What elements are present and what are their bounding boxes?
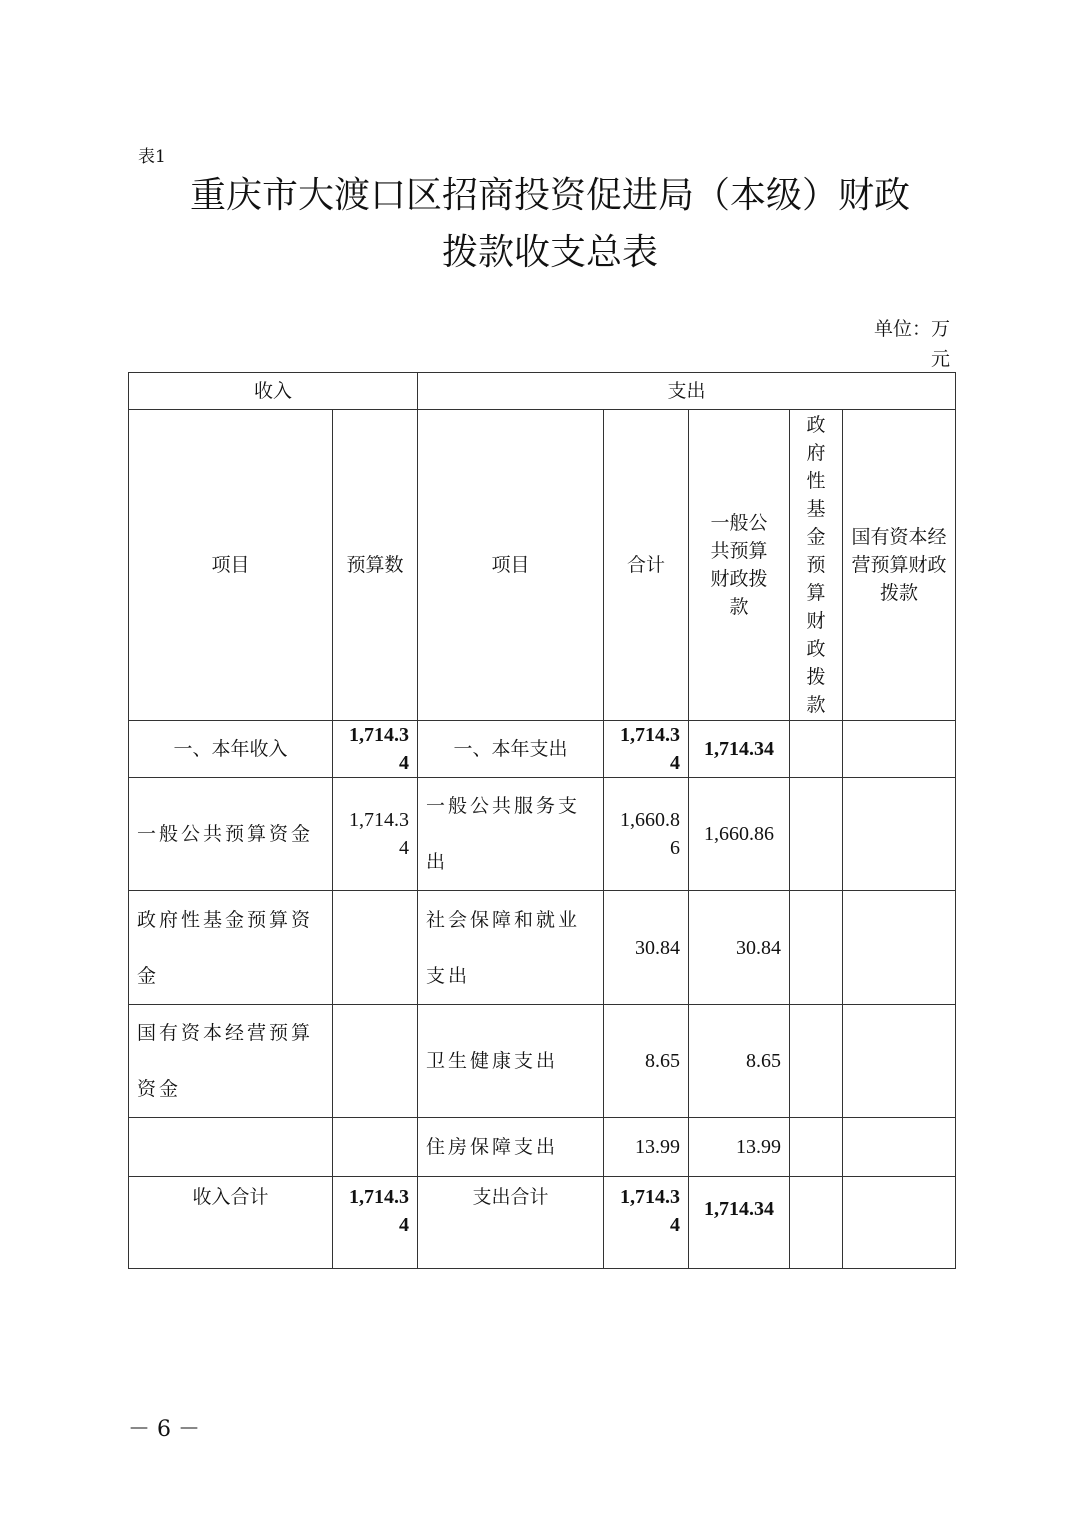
expense-item: 卫生健康支出 [418,1005,604,1118]
total-value: 30.84 [604,891,689,1005]
fund-value [790,721,843,778]
state-value [843,778,956,891]
col-fund: 政府性基金预算财政拨款 [790,410,843,721]
income-value: 1,714.34 [333,721,418,778]
table-row [129,721,956,778]
col-general: 一般公共预算财政拨款 [689,410,790,721]
table-row [129,1005,956,1118]
state-value [843,1177,956,1269]
income-item: 收入合计 [129,1177,333,1269]
income-item: 一般公共预算资金 [129,778,333,891]
unit-note: 单位：万元 [873,318,950,370]
fund-value [790,1177,843,1269]
total-value: 1,714.34 [604,1177,689,1269]
general-value: 13.99 [689,1118,790,1177]
expense-item: 住房保障支出 [418,1118,604,1177]
income-item: 一、本年收入 [129,721,333,778]
fund-value [790,1118,843,1177]
col-budget: 预算数 [333,410,418,721]
expense-header: 支出 [418,373,956,410]
income-item: 政府性基金预算资金 [129,891,333,1005]
income-value [333,1005,418,1118]
income-item [129,1118,333,1177]
total-value: 1,660.86 [604,778,689,891]
income-value: 1,714.34 [333,778,418,891]
table-row [129,891,956,1005]
expense-item: 一、本年支出 [418,721,604,778]
fund-value [790,1005,843,1118]
expense-item: 社会保障和就业支出 [418,891,604,1005]
general-value: 1,660.86 [689,778,790,891]
table-label: 表1 [138,147,166,167]
state-value [843,891,956,1005]
total-value: 1,714.34 [604,721,689,778]
income-value [333,891,418,1005]
expense-item: 支出合计 [418,1177,604,1269]
table-row [129,778,956,891]
state-value [843,1005,956,1118]
income-value [333,1118,418,1177]
expense-item: 一般公共服务支出 [418,778,604,891]
budget-table [128,372,956,1269]
state-value [843,1118,956,1177]
income-item: 国有资本经营预算资金 [129,1005,333,1118]
fund-value [790,778,843,891]
page-number: － 6 － [128,1417,200,1442]
income-value: 1,714.34 [333,1177,418,1269]
total-value: 8.65 [604,1005,689,1118]
col-expense-item: 项目 [418,410,604,721]
general-value: 1,714.34 [689,1177,790,1269]
col-state: 国有资本经营预算财政拨款 [843,410,956,721]
page-title: 重庆市大渡口区招商投资促进局（本级）财政 [189,175,910,216]
income-header: 收入 [129,373,418,410]
total-value: 13.99 [604,1118,689,1177]
general-value: 30.84 [689,891,790,1005]
col-income-item: 项目 [129,410,333,721]
state-value [843,721,956,778]
table-row [129,1177,956,1269]
page-title-line2: 拨款收支总表 [441,232,658,273]
general-value: 1,714.34 [689,721,790,778]
table-row [129,1118,956,1177]
fund-value [790,891,843,1005]
col-total: 合计 [604,410,689,721]
general-value: 8.65 [689,1005,790,1118]
